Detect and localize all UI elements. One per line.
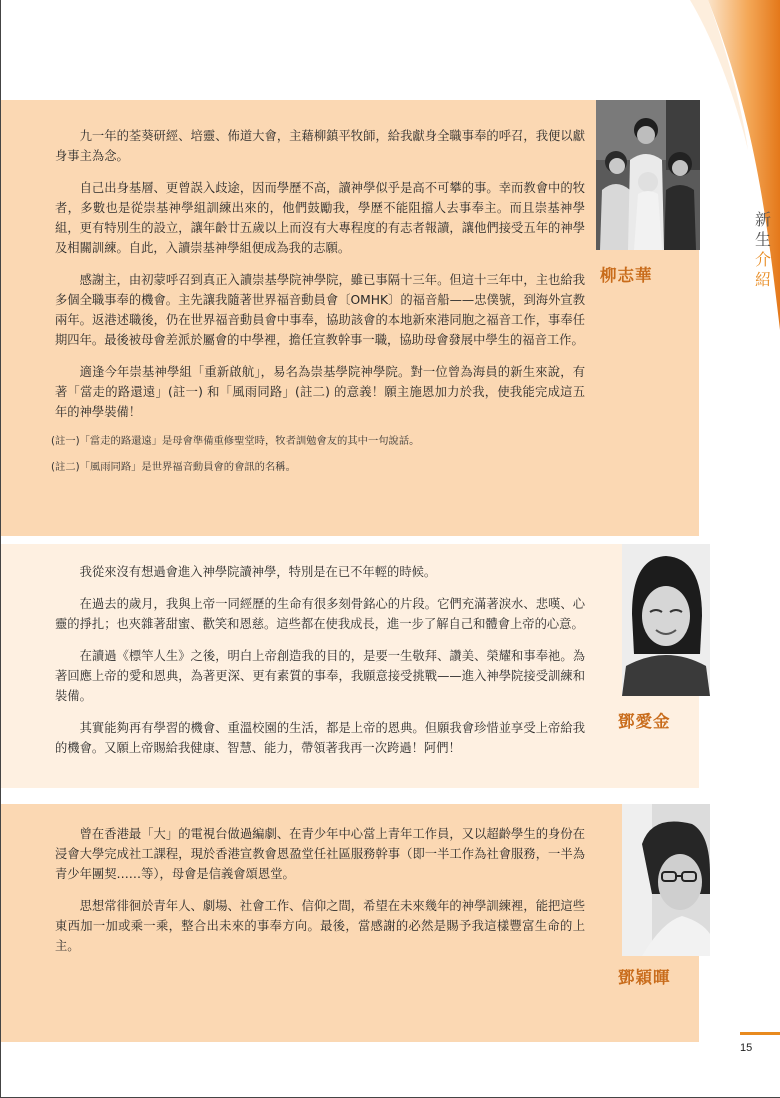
section-side-title	[752, 210, 774, 290]
section-1-body	[55, 126, 585, 434]
paragraph: 適逢今年崇基神學組「重新啟航」，易名為崇基學院神學院。對一位曾為海員的新生來說，有著「當走的路還遠」(註一) 和「風雨同路」(註二) 的意義！願主施恩加力於我，使我能完成這五年的神學裝備！	[55, 365, 585, 419]
profile-section-3	[1, 804, 699, 1042]
footnote-1: (註一)「當走的路還遠」是母會準備重修聖堂時，牧者訓勉會友的其中一句說話。	[51, 435, 420, 447]
page-number: 15	[740, 1042, 753, 1054]
profile-section-2	[1, 544, 699, 788]
paragraph: 在過去的歲月，我與上帝一同經歷的生命有很多刻骨銘心的片段。它們充滿著淚水、悲嘆、心靈的掙扎；也夾雜著甜蜜、歡笑和恩慈。這些都在使我成長，進一步了解自己和體會上帝的心意。	[55, 597, 585, 631]
footnote-2: (註二)「風雨同路」是世界福音動員會的會訊的名稱。	[51, 461, 296, 473]
side-title-char: 生	[754, 230, 771, 249]
side-title-char: 紹	[754, 270, 771, 289]
student-name-3: 鄧穎暉	[618, 968, 671, 987]
paragraph: 自己出身基層、更曾誤入歧途，因而學歷不高，讀神學似乎是高不可攀的事。幸而教會中的牧者，多數也是從崇基神學組訓練出來的，他們鼓勵我，學歷不能阻擋人去事奉主。而且崇基神學組，更有特別生的設立，讓年齡廿五歲以上而沒有大專程度的有志者報讀，讓他們接受五年的神學及相關訓練。自此，入讀崇基神學組便成為我的志願。	[55, 181, 585, 255]
profile-section-1	[1, 100, 699, 536]
paragraph: 其實能夠再有學習的機會、重溫校園的生活，都是上帝的恩典。但願我會珍惜並享受上帝給我的機會。又願上帝賜給我健康、智慧、能力，帶領著我再一次跨過！阿們！	[55, 721, 585, 755]
paragraph: 我從來沒有想過會進入神學院讀神學，特別是在已不年輕的時候。	[79, 565, 437, 579]
side-title-char: 新	[754, 210, 771, 229]
section-2-body	[55, 562, 585, 770]
portrait-photo-2	[614, 544, 718, 696]
student-name-2: 鄧愛金	[618, 712, 671, 731]
family-photo	[596, 100, 700, 250]
section-3-body	[55, 824, 585, 968]
portrait-photo-3	[614, 804, 718, 956]
page-number-rule	[740, 1032, 780, 1035]
paragraph: 曾在香港最「大」的電視台做過編劇、在青少年中心當上青年工作員，又以超齡學生的身份在浸會大學完成社工課程，現於香港宣教會恩盈堂任社區服務幹事（即一半工作為社會服務，一半為青少年團契……等），母會是信義會頌恩堂。	[55, 827, 585, 881]
paragraph: 感謝主，由初蒙呼召到真正入讀崇基學院神學院，雖已事隔十三年。但這十三年中，主也給我多個全職事奉的機會。主先讓我隨著世界福音動員會〔OMHK〕的福音船——忠僕號，到海外宣教兩年。返港述職後，仍在世界福音動員會中事奉，協助該會的本地新來港同胞之福音工作，事奉任期四年。最後被母會差派於屬會的中學裡，擔任宣教幹事一職，協助母會發展中學生的福音工作。	[55, 273, 585, 347]
side-title-char: 介	[754, 250, 771, 269]
student-name-1: 柳志華	[600, 266, 653, 285]
paragraph: 九一年的荃葵研經、培靈、佈道大會，主藉柳鎮平牧師，給我獻身全職事奉的呼召，我便以獻身事主為念。	[55, 129, 585, 163]
paragraph: 在讀過《標竿人生》之後，明白上帝創造我的目的，是要一生敬拜、讚美、榮耀和事奉祂。為著回應上帝的愛和恩典，為著更深、更有素質的事奉，我願意接受挑戰——進入神學院接受訓練和裝備。	[55, 649, 585, 703]
paragraph: 思想常徘徊於青年人、劇場、社會工作、信仰之間，希望在未來幾年的神學訓練裡，能把這些東西加一加或乘一乘，整合出未來的事奉方向。最後，當感謝的必然是賜予我這樣豐富生命的上主。	[55, 899, 585, 953]
